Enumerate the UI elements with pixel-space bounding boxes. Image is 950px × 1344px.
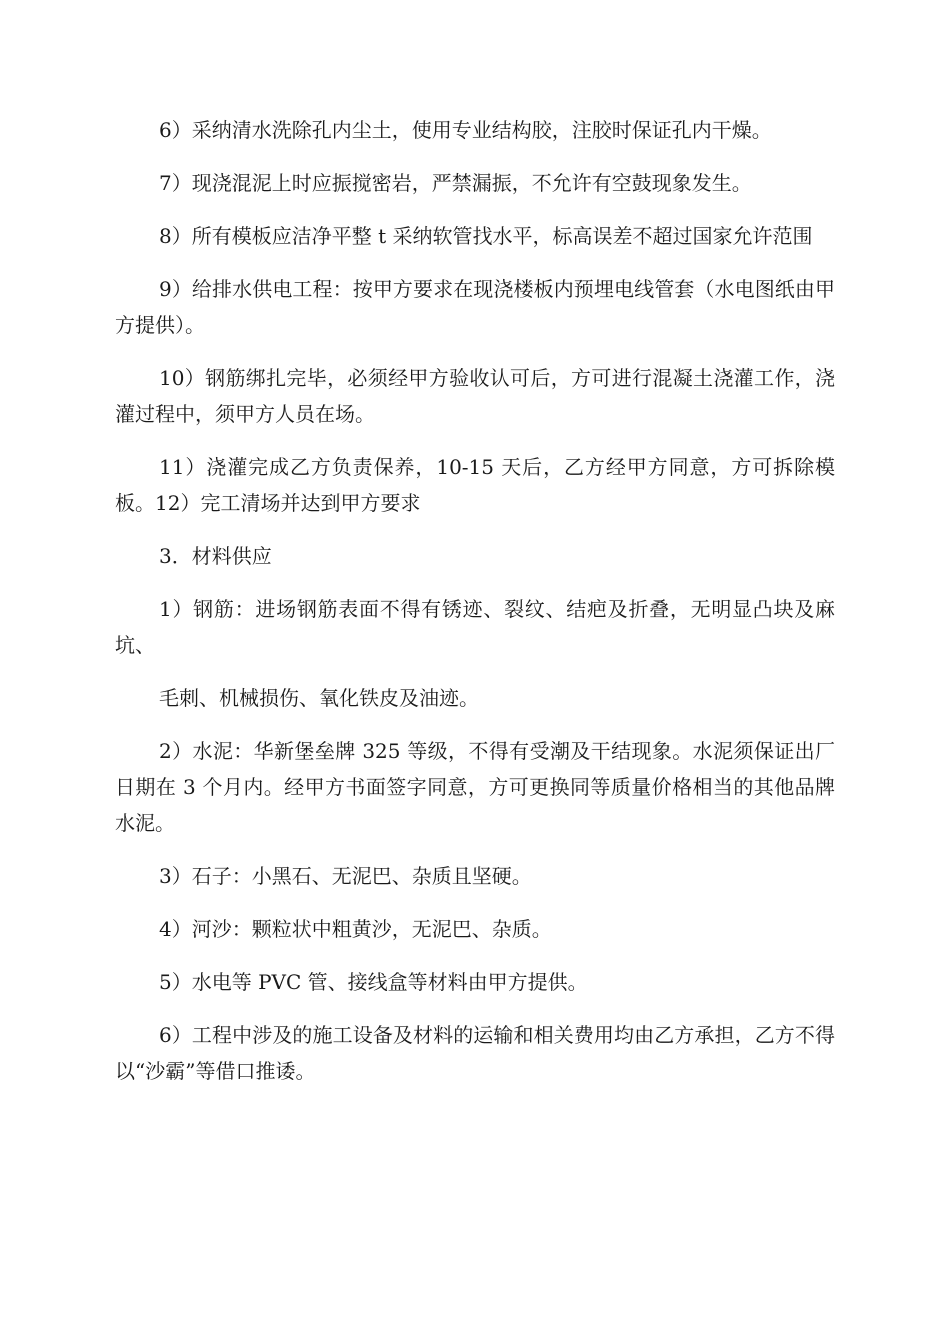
paragraph-materials-4: 4）河沙：颗粒状中粗黄沙，无泥巴、杂质。 — [159, 917, 552, 941]
paragraph-materials-3: 3）石子：小黑石、无泥巴、杂质且坚硬。 — [159, 864, 532, 888]
paragraph-construction-10: 10）钢筋绑扎完毕，必须经甲方验收认可后，方可进行混凝土浇灌工作，浇灌过程中，须甲方人员在场。 — [115, 366, 835, 426]
paragraph-materials-2: 2）水泥：华新堡垒牌 325 等级，不得有受潮及干结现象。水泥须保证出厂日期在 3 个月内。经甲方书面签字同意，方可更换同等质量价格相当的其他品牌水泥。 — [115, 739, 835, 835]
paragraph-construction-11: 11）浇灌完成乙方负责保养，10-15 天后，乙方经甲方同意，方可拆除模板。12）完工清场并达到甲方要求 — [115, 455, 835, 515]
paragraph-construction-6: 6）采纳清水洗除孔内尘土，使用专业结构胶，注胶时保证孔内干燥。 — [159, 118, 772, 142]
paragraph-materials-5: 5）水电等 PVC 管、接线盒等材料由甲方提供。 — [159, 970, 588, 994]
paragraph-materials-1: 1）钢筋：进场钢筋表面不得有锈迹、裂纹、结疤及折叠，无明显凸块及麻坑、 — [115, 597, 835, 657]
section-heading-materials: 3．材料供应 — [159, 544, 272, 568]
paragraph-construction-9: 9）给排水供电工程：按甲方要求在现浇楼板内预埋电线管套（水电图纸由甲方提供）。 — [115, 277, 835, 337]
paragraph-construction-7: 7）现浇混泥上时应振搅密岩，严禁漏振，不允许有空鼓现象发生。 — [159, 171, 752, 195]
paragraph-materials-1-continued: 毛刺、机械损伤、氧化铁皮及油迹。 — [159, 686, 479, 710]
paragraph-materials-6: 6）工程中涉及的施工设备及材料的运输和相关费用均由乙方承担，乙方不得以“沙霸”等借口推诿。 — [115, 1023, 835, 1083]
document-body — [115, 112, 835, 1106]
paragraph-construction-8: 8）所有模板应洁净平整 t 采纳软管找水平，标高误差不超过国家允许范围 — [159, 224, 813, 248]
